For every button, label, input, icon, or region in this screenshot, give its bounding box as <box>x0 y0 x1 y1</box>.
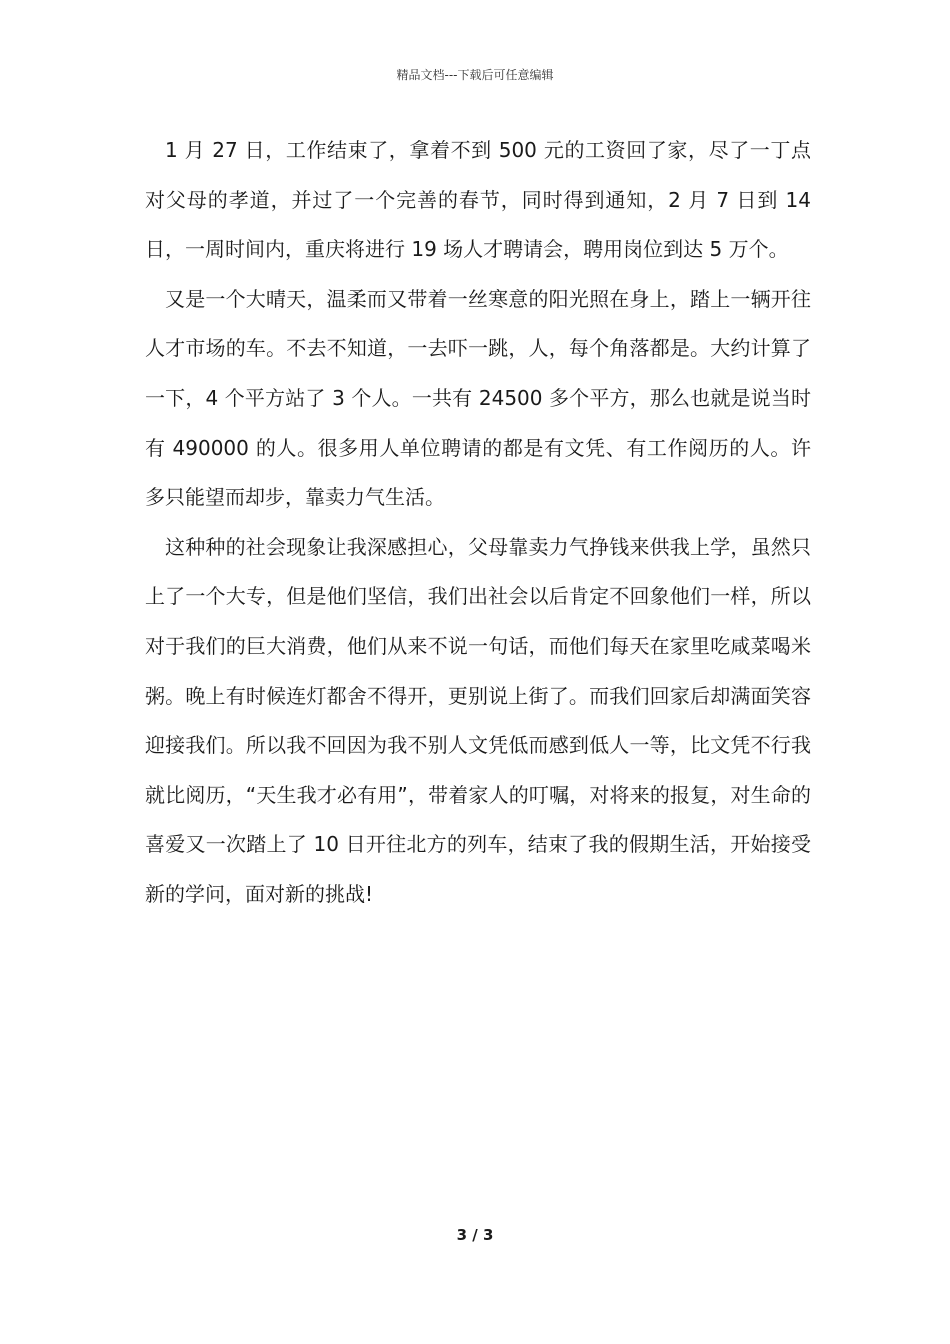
page-number: 3 / 3 <box>456 1226 494 1244</box>
paragraph-2: 又是一个大晴天，温柔而又带着一丝寒意的阳光照在身上，踏上一辆开往人才市场的车。不去不知道，一去吓一跳，人，每个角落都是。大约计算了一下，4 个平方站了 3 个人。一共有 24500 多个平方，那么也就是说当时有 490000 的人。很多用人单位聘请的都是有文凭、有工作阅历的人。许多只能望而却步，靠卖力气生活。 <box>145 286 811 510</box>
document-body <box>145 126 811 920</box>
paragraph-3: 这种种的社会现象让我深感担心，父母靠卖力气挣钱来供我上学，虽然只上了一个大专，但是他们坚信，我们出社会以后肯定不回象他们一样，所以对于我们的巨大消费，他们从来不说一句话，而他们每天在家里吃咸菜喝米粥。晚上有时候连灯都舍不得开，更别说上街了。而我们回家后却满面笑容迎接我们。所以我不回因为我不别人文凭低而感到低人一等，比文凭不行我就比阅历，“天生我才必有用”，带着家人的叮嘱，对将来的报复，对生命的喜爱又一次踏上了 10 日开往北方的列车，结束了我的假期生活，开始接受新的学问，面对新的挑战! <box>145 534 811 906</box>
paragraph-1: 1 月 27 日，工作结束了，拿着不到 500 元的工资回了家，尽了一丁点对父母的孝道，并过了一个完善的春节，同时得到通知，2 月 7 日到 14 日，一周时间内，重庆将进行 19 场人才聘请会，聘用岗位到达 5 万个。 <box>145 138 811 262</box>
page-header: 精品文档---下载后可任意编辑 <box>396 68 554 82</box>
